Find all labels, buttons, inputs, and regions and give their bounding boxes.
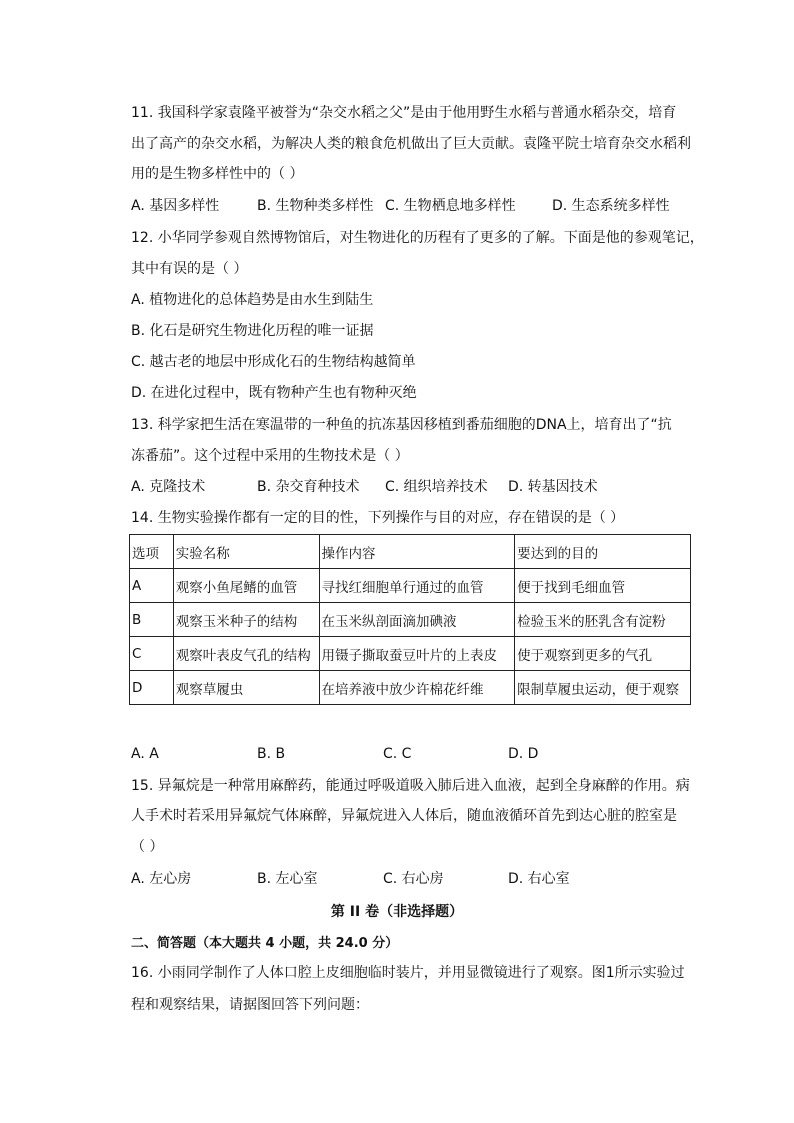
table-cell: B <box>130 603 174 637</box>
q14-stem: 14. 生物实验操作都有一定的目的性，下列操作与目的对应，存在错误的是（ ） <box>131 510 625 526</box>
q14-option-a: A. A <box>131 746 159 762</box>
table-cell: 观察小鱼尾鳍的血管 <box>173 569 319 603</box>
table-cell: 在培养液中放少许棉花纤维 <box>319 671 515 705</box>
q11-option-d: D. 生态系统多样性 <box>552 198 670 214</box>
table-cell: 寻找红细胞单行通过的血管 <box>319 569 515 603</box>
table-cell: 限制草履虫运动，便于观察 <box>515 671 691 705</box>
table-row <box>130 603 691 637</box>
table-cell: 观察草履虫 <box>173 671 319 705</box>
q13-option-c: C. 组织培养技术 <box>385 479 488 495</box>
table-header-row <box>130 535 691 569</box>
q11-line-3: 用的是生物多样性中的（ ） <box>131 166 304 182</box>
q11-line-2: 出了高产的杂交水稻，为解决人类的粮食危机做出了巨大贡献。袁隆平院士培育杂交水稻利 <box>131 136 691 152</box>
q14-option-c: C. C <box>383 746 412 762</box>
table-cell: 检验玉米的胚乳含有淀粉 <box>515 603 691 637</box>
q12-line-2: 其中有误的是（ ） <box>131 261 248 277</box>
table-header-cell: 要达到的目的 <box>515 535 691 569</box>
q12-option-c: C. 越古老的地层中形成化石的生物结构越简单 <box>131 354 416 370</box>
q16-line-1: 16. 小雨同学制作了人体口腔上皮细胞临时装片，并用显微镜进行了观察。图1所示实验过 <box>131 965 685 981</box>
q11-option-a: A. 基因多样性 <box>131 198 220 214</box>
table-cell: 观察玉米种子的结构 <box>173 603 319 637</box>
table-cell: 便于找到毛细血管 <box>515 569 691 603</box>
table-header-cell: 操作内容 <box>319 535 515 569</box>
table-row <box>130 637 691 671</box>
q13-option-a: A. 克隆技术 <box>131 479 206 495</box>
table-cell: 用镊子撕取蚕豆叶片的上表皮 <box>319 637 515 671</box>
q15-option-a: A. 左心房 <box>131 871 192 887</box>
q16-line-2: 程和观察结果，请据图回答下列问题： <box>131 997 369 1013</box>
q15-line-2: 人手术时若采用异氟烷气体麻醉，异氟烷进入人体后，随血液循环首先到达心脏的腔室是 <box>131 808 677 824</box>
q14-option-b: B. B <box>257 746 286 762</box>
table-cell: D <box>130 671 174 705</box>
q15-option-b: B. 左心室 <box>257 871 318 887</box>
table-cell: C <box>130 637 174 671</box>
q11-option-c: C. 生物栖息地多样性 <box>385 198 516 214</box>
q12-line-1: 12. 小华同学参观自然博物馆后，对生物进化的历程有了更多的了解。下面是他的参观笔记， <box>131 230 704 246</box>
q13-line-1: 13. 科学家把生活在寒温带的一种鱼的抗冻基因移植到番茄细胞的DNA上，培育出了“抗 <box>131 417 672 433</box>
q11-line-1: 11. 我国科学家袁隆平被誉为“杂交水稻之父”是由于他用野生水稻与普通水稻杂交，培育 <box>131 105 677 121</box>
q14-option-d: D. D <box>508 746 539 762</box>
q15-line-3: （ ） <box>131 839 164 855</box>
table-header-cell: 实验名称 <box>173 535 319 569</box>
table-row <box>130 569 691 603</box>
q14-table <box>129 534 691 705</box>
q13-line-2: 冻番茄”。这个过程中采用的生物技术是（ ） <box>131 448 409 464</box>
table-cell: 使于观察到更多的气孔 <box>515 637 691 671</box>
table-cell: 在玉米纵剖面滴加碘液 <box>319 603 515 637</box>
q12-option-b: B. 化石是研究生物进化历程的唯一证据 <box>131 323 374 339</box>
q13-option-d: D. 转基因技术 <box>508 479 598 495</box>
q15-option-d: D. 右心室 <box>508 871 570 887</box>
q12-option-a: A. 植物进化的总体趋势是由水生到陆生 <box>131 292 374 308</box>
table-row <box>130 671 691 705</box>
part-title: 第 II 卷（非选择题） <box>330 904 464 920</box>
q15-option-c: C. 右心房 <box>383 871 444 887</box>
table-header-cell: 选项 <box>130 535 174 569</box>
q11-option-b: B. 生物种类多样性 <box>257 198 374 214</box>
table-cell: A <box>130 569 174 603</box>
section-heading: 二、简答题（本大题共 4 小题，共 24.0 分） <box>131 936 399 951</box>
q12-option-d: D. 在进化过程中，既有物种产生也有物种灭绝 <box>131 385 417 401</box>
table-cell: 观察叶表皮气孔的结构 <box>173 637 319 671</box>
q15-line-1: 15. 异氟烷是一种常用麻醉药，能通过呼吸道吸入肺后进入血液，起到全身麻醉的作用。病 <box>131 778 690 794</box>
q13-option-b: B. 杂交育种技术 <box>257 479 360 495</box>
